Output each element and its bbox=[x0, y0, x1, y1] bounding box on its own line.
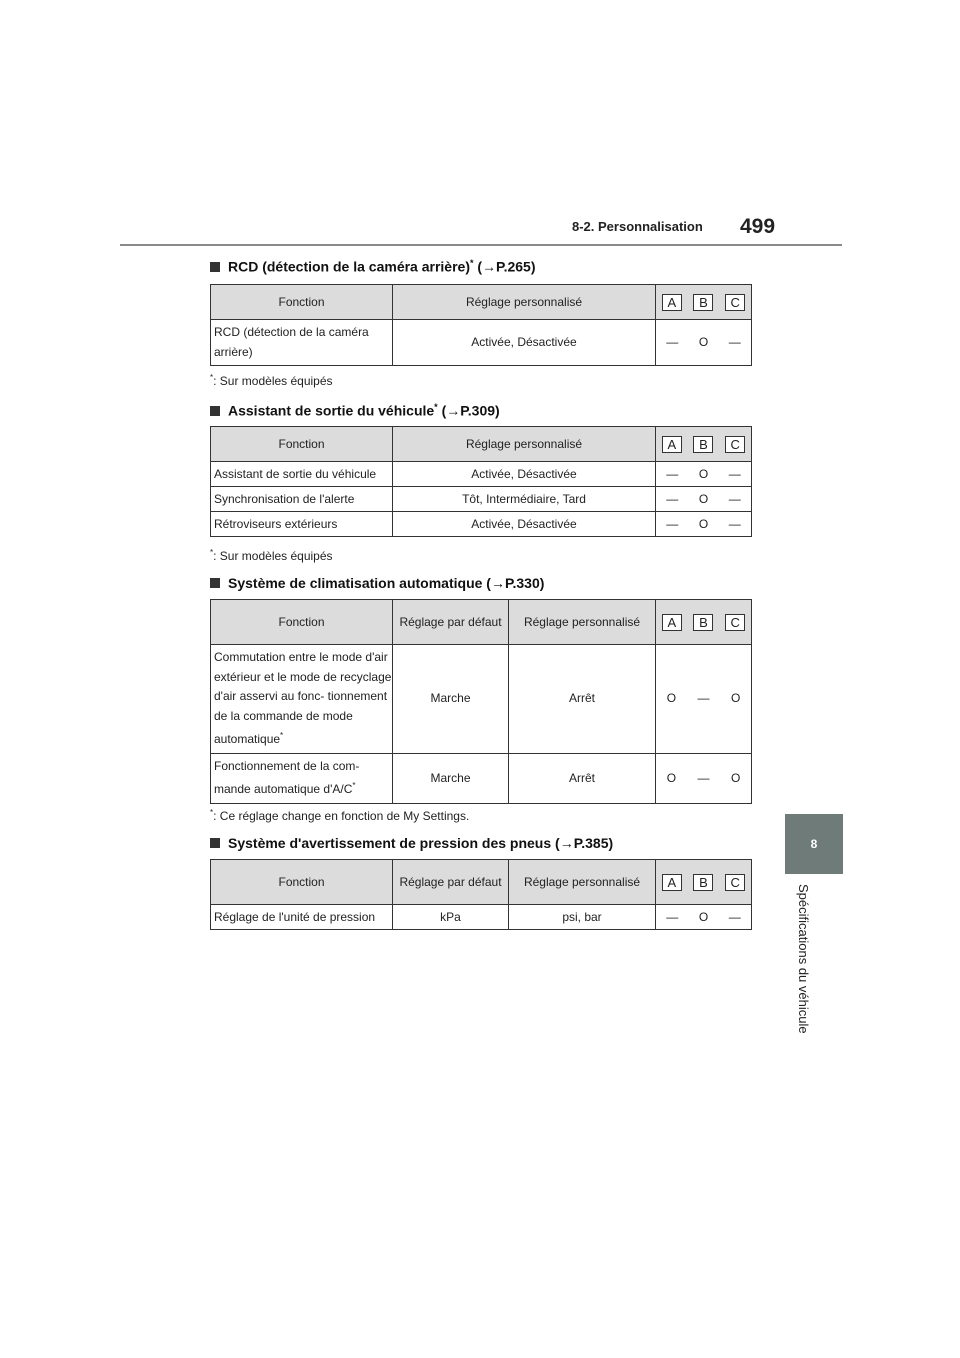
table-header-row bbox=[211, 860, 752, 905]
column-header-abc bbox=[656, 285, 752, 320]
column-header-custom: Réglage personnalisé bbox=[509, 860, 656, 905]
column-header-abc bbox=[656, 860, 752, 905]
page-reference-link[interactable]: (→P.330) bbox=[482, 575, 545, 591]
function-cell: Réglage de l'unité de pression bbox=[211, 905, 393, 930]
table-row bbox=[211, 462, 752, 487]
chapter-title: Spécifications du véhicule bbox=[796, 884, 811, 1034]
table-header-row bbox=[211, 600, 752, 645]
abc-cell: O — O bbox=[656, 753, 752, 803]
abc-box-b: B bbox=[693, 874, 713, 891]
custom-cell: Tôt, Intermédiaire, Tard bbox=[393, 487, 656, 512]
table-climate bbox=[210, 599, 752, 804]
custom-cell: Activée, Désactivée bbox=[393, 512, 656, 537]
column-header-custom: Réglage personnalisé bbox=[393, 427, 656, 462]
table-header-row bbox=[211, 285, 752, 320]
column-header-abc bbox=[656, 600, 752, 645]
custom-cell: Activée, Désactivée bbox=[393, 462, 656, 487]
abc-box-c: C bbox=[725, 294, 745, 311]
table-row bbox=[211, 320, 752, 366]
page-reference-link[interactable]: (→P.265) bbox=[473, 258, 536, 275]
table-exit-assist bbox=[210, 426, 752, 537]
abc-box-b: B bbox=[693, 614, 713, 631]
function-cell: Rétroviseurs extérieurs bbox=[211, 512, 393, 537]
column-header-custom: Réglage personnalisé bbox=[509, 600, 656, 645]
section-heading-climate: Système de climatisation automatique (→P.330) bbox=[210, 575, 544, 591]
table-row bbox=[211, 905, 752, 930]
header-divider bbox=[120, 244, 842, 246]
abc-cell: — O — bbox=[656, 905, 752, 930]
table-row bbox=[211, 645, 752, 754]
table-rcd bbox=[210, 284, 752, 366]
footnote: *: Sur modèles équipés bbox=[210, 548, 333, 563]
function-cell: Commutation entre le mode d'air extérieur et le mode de recyclage d'air asservi au fonc- tionnement de la commande de mode automatique* bbox=[211, 645, 393, 754]
abc-box-a: A bbox=[662, 294, 682, 311]
column-header-default: Réglage par défaut bbox=[393, 600, 509, 645]
table-row bbox=[211, 512, 752, 537]
abc-box-a: A bbox=[662, 874, 682, 891]
abc-cell: — O — bbox=[656, 462, 752, 487]
section-heading-tire-pressure: Système d'avertissement de pression des pneus (→P.385) bbox=[210, 835, 613, 851]
column-header-abc bbox=[656, 427, 752, 462]
abc-cell: — O — bbox=[656, 512, 752, 537]
section-heading-exit-assist: Assistant de sortie du véhicule* (→P.309) bbox=[210, 402, 500, 419]
section-heading-rcd: RCD (détection de la caméra arrière)* (→P.265) bbox=[210, 258, 536, 275]
function-cell: Assistant de sortie du véhicule bbox=[211, 462, 393, 487]
abc-box-c: C bbox=[725, 874, 745, 891]
section-header: 8-2. Personnalisation bbox=[572, 219, 703, 234]
page-reference-link[interactable]: (→P.309) bbox=[437, 402, 500, 419]
column-header-fonction: Fonction bbox=[211, 860, 393, 905]
table-row bbox=[211, 487, 752, 512]
chapter-tab[interactable]: 8 bbox=[785, 814, 843, 874]
bullet-square-icon bbox=[210, 838, 220, 848]
default-cell: Marche bbox=[393, 753, 509, 803]
abc-cell: — O — bbox=[656, 320, 752, 366]
bullet-square-icon bbox=[210, 406, 220, 416]
table-tire-pressure bbox=[210, 859, 752, 930]
abc-box-a: A bbox=[662, 436, 682, 453]
abc-cell: — O — bbox=[656, 487, 752, 512]
custom-cell: psi, bar bbox=[509, 905, 656, 930]
abc-box-b: B bbox=[693, 436, 713, 453]
footnote: *: Sur modèles équipés bbox=[210, 373, 333, 388]
page-number: 499 bbox=[740, 215, 776, 238]
column-header-fonction: Fonction bbox=[211, 600, 393, 645]
abc-box-b: B bbox=[693, 294, 713, 311]
table-header-row bbox=[211, 427, 752, 462]
custom-cell: Arrêt bbox=[509, 753, 656, 803]
custom-cell: Activée, Désactivée bbox=[393, 320, 656, 366]
abc-box-a: A bbox=[662, 614, 682, 631]
default-cell: kPa bbox=[393, 905, 509, 930]
abc-box-c: C bbox=[725, 436, 745, 453]
default-cell: Marche bbox=[393, 645, 509, 754]
function-cell: Fonctionnement de la com- mande automatique d'A/C* bbox=[211, 753, 393, 803]
column-header-fonction: Fonction bbox=[211, 427, 393, 462]
bullet-square-icon bbox=[210, 578, 220, 588]
column-header-fonction: Fonction bbox=[211, 285, 393, 320]
column-header-default: Réglage par défaut bbox=[393, 860, 509, 905]
abc-box-c: C bbox=[725, 614, 745, 631]
function-cell: Synchronisation de l'alerte bbox=[211, 487, 393, 512]
bullet-square-icon bbox=[210, 262, 220, 272]
column-header-custom: Réglage personnalisé bbox=[393, 285, 656, 320]
table-row bbox=[211, 753, 752, 803]
function-cell: RCD (détection de la caméra arrière) bbox=[211, 320, 393, 366]
abc-cell: O — O bbox=[656, 645, 752, 754]
custom-cell: Arrêt bbox=[509, 645, 656, 754]
footnote: *: Ce réglage change en fonction de My Settings. bbox=[210, 808, 470, 823]
page-reference-link[interactable]: (→P.385) bbox=[551, 835, 614, 851]
